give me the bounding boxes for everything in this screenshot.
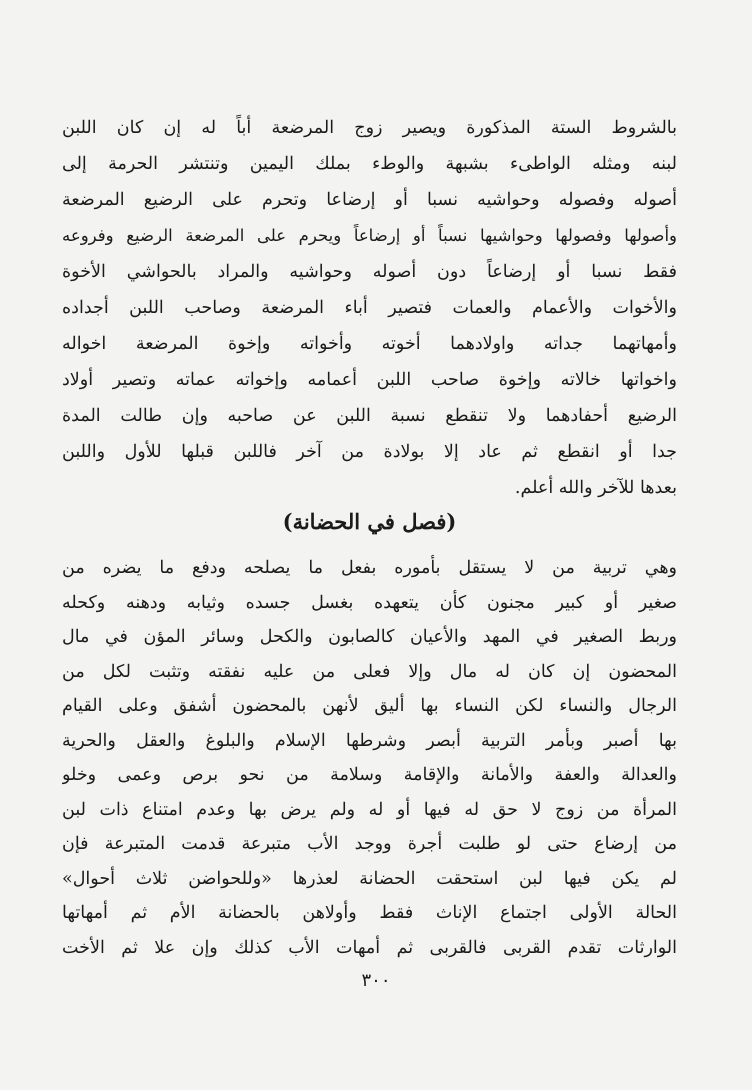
text-line: الوارثات تقدم القربى فالقربى ثم أمهات الأب كذلك وإن علا ثم الأخت	[62, 937, 677, 958]
text-line: بها أصبر وبأمر التربية أبصر وشرطها الإسلام والبلوغ والعقل والحرية	[62, 730, 677, 751]
text-line: وربط الصغير في المهد والأعيان كالصابون والكحل وسائر المؤن في مال	[62, 627, 677, 647]
text-line: وأصولها وفصولها وحواشيها نسباً أو إرضاعاً ويحرم على المرضعة الرضيع وفروعه	[62, 226, 677, 245]
text-line: والعدالة والعفة والأمانة والإقامة وسلامة من نحو برص وعمى وخلو	[62, 765, 677, 785]
page-number: ٣٠٠	[361, 970, 391, 991]
text-line: وهي تربية من لا يستقل بأموره بفعل ما يصلحه ودفع ما يضره من	[62, 558, 677, 578]
text-line: لم يكن فيها لبن استحقت الحضانة لعذرها «وللحواضن ثلاث أحوال»	[62, 868, 677, 889]
text-line: فقط نسبا أو إرضاعاً دون أصوله وحواشيه والمراد بالحواشي الأخوة	[62, 262, 677, 282]
text-line: من إرضاع حتى لو طلبت أجرة ووجد الأب متبرعة قدمت المتبرعة فإن	[62, 834, 677, 854]
text-line: بالشروط الستة المذكورة ويصير زوج المرضعة أباً له إن كان اللبن	[62, 118, 677, 138]
text-line: أصوله وفصوله وحواشيه نسبا أو إرضاعا وتحرم على الرضيع المرضعة	[62, 190, 677, 210]
text-line: وأمهاتهما جداته واولادهما أخوته وأخواته وإخوة المرضعة اخواله	[62, 334, 677, 354]
text-line: واخواتها خالاته وإخوة صاحب اللبن أعمامه وإخواته عماته وتصير أولاد	[62, 370, 677, 390]
text-line: والأخوات والأعمام والعمات فتصير أباء المرضعة وصاحب اللبن أجداده	[62, 298, 677, 318]
text-line: صغير أو كبير مجنون كأن يتعهده بغسل جسده وثيابه ودهنه وكحله	[62, 592, 677, 613]
text-line: بعدها للآخر والله أعلم.	[514, 478, 677, 498]
text-line: المحضون إن كان له مال وإلا فعلى من عليه نفقته وتثبت لكل من	[62, 661, 677, 682]
section-heading: (فصل في الحضانة)	[282, 509, 457, 534]
text-line: الرجال والنساء لكن النساء بها أليق لأنهن بالمحضون أشفق وعلى القيام	[62, 696, 677, 716]
text-line: لبنه ومثله الواطىء بشبهة والوطء بملك اليمين وتنتشر الحرمة إلى	[62, 154, 677, 174]
text-line: الرضيع أحفادهما ولا تنقطع نسبة اللبن عن صاحبه وإن طالت المدة	[62, 406, 677, 426]
text-line: المرأة من زوج لا حق له فيها أو له ولم يرض بها وعدم امتناع ذات لبن	[62, 799, 677, 820]
text-line: الحالة الأولى اجتماع الإناث فقط وأولاهن بالحضانة الأم ثم أمهاتها	[62, 903, 677, 923]
text-line: جدا أو انقطع ثم عاد إلا بولادة من آخر فاللبن قبلها للأول واللبن	[62, 442, 677, 462]
